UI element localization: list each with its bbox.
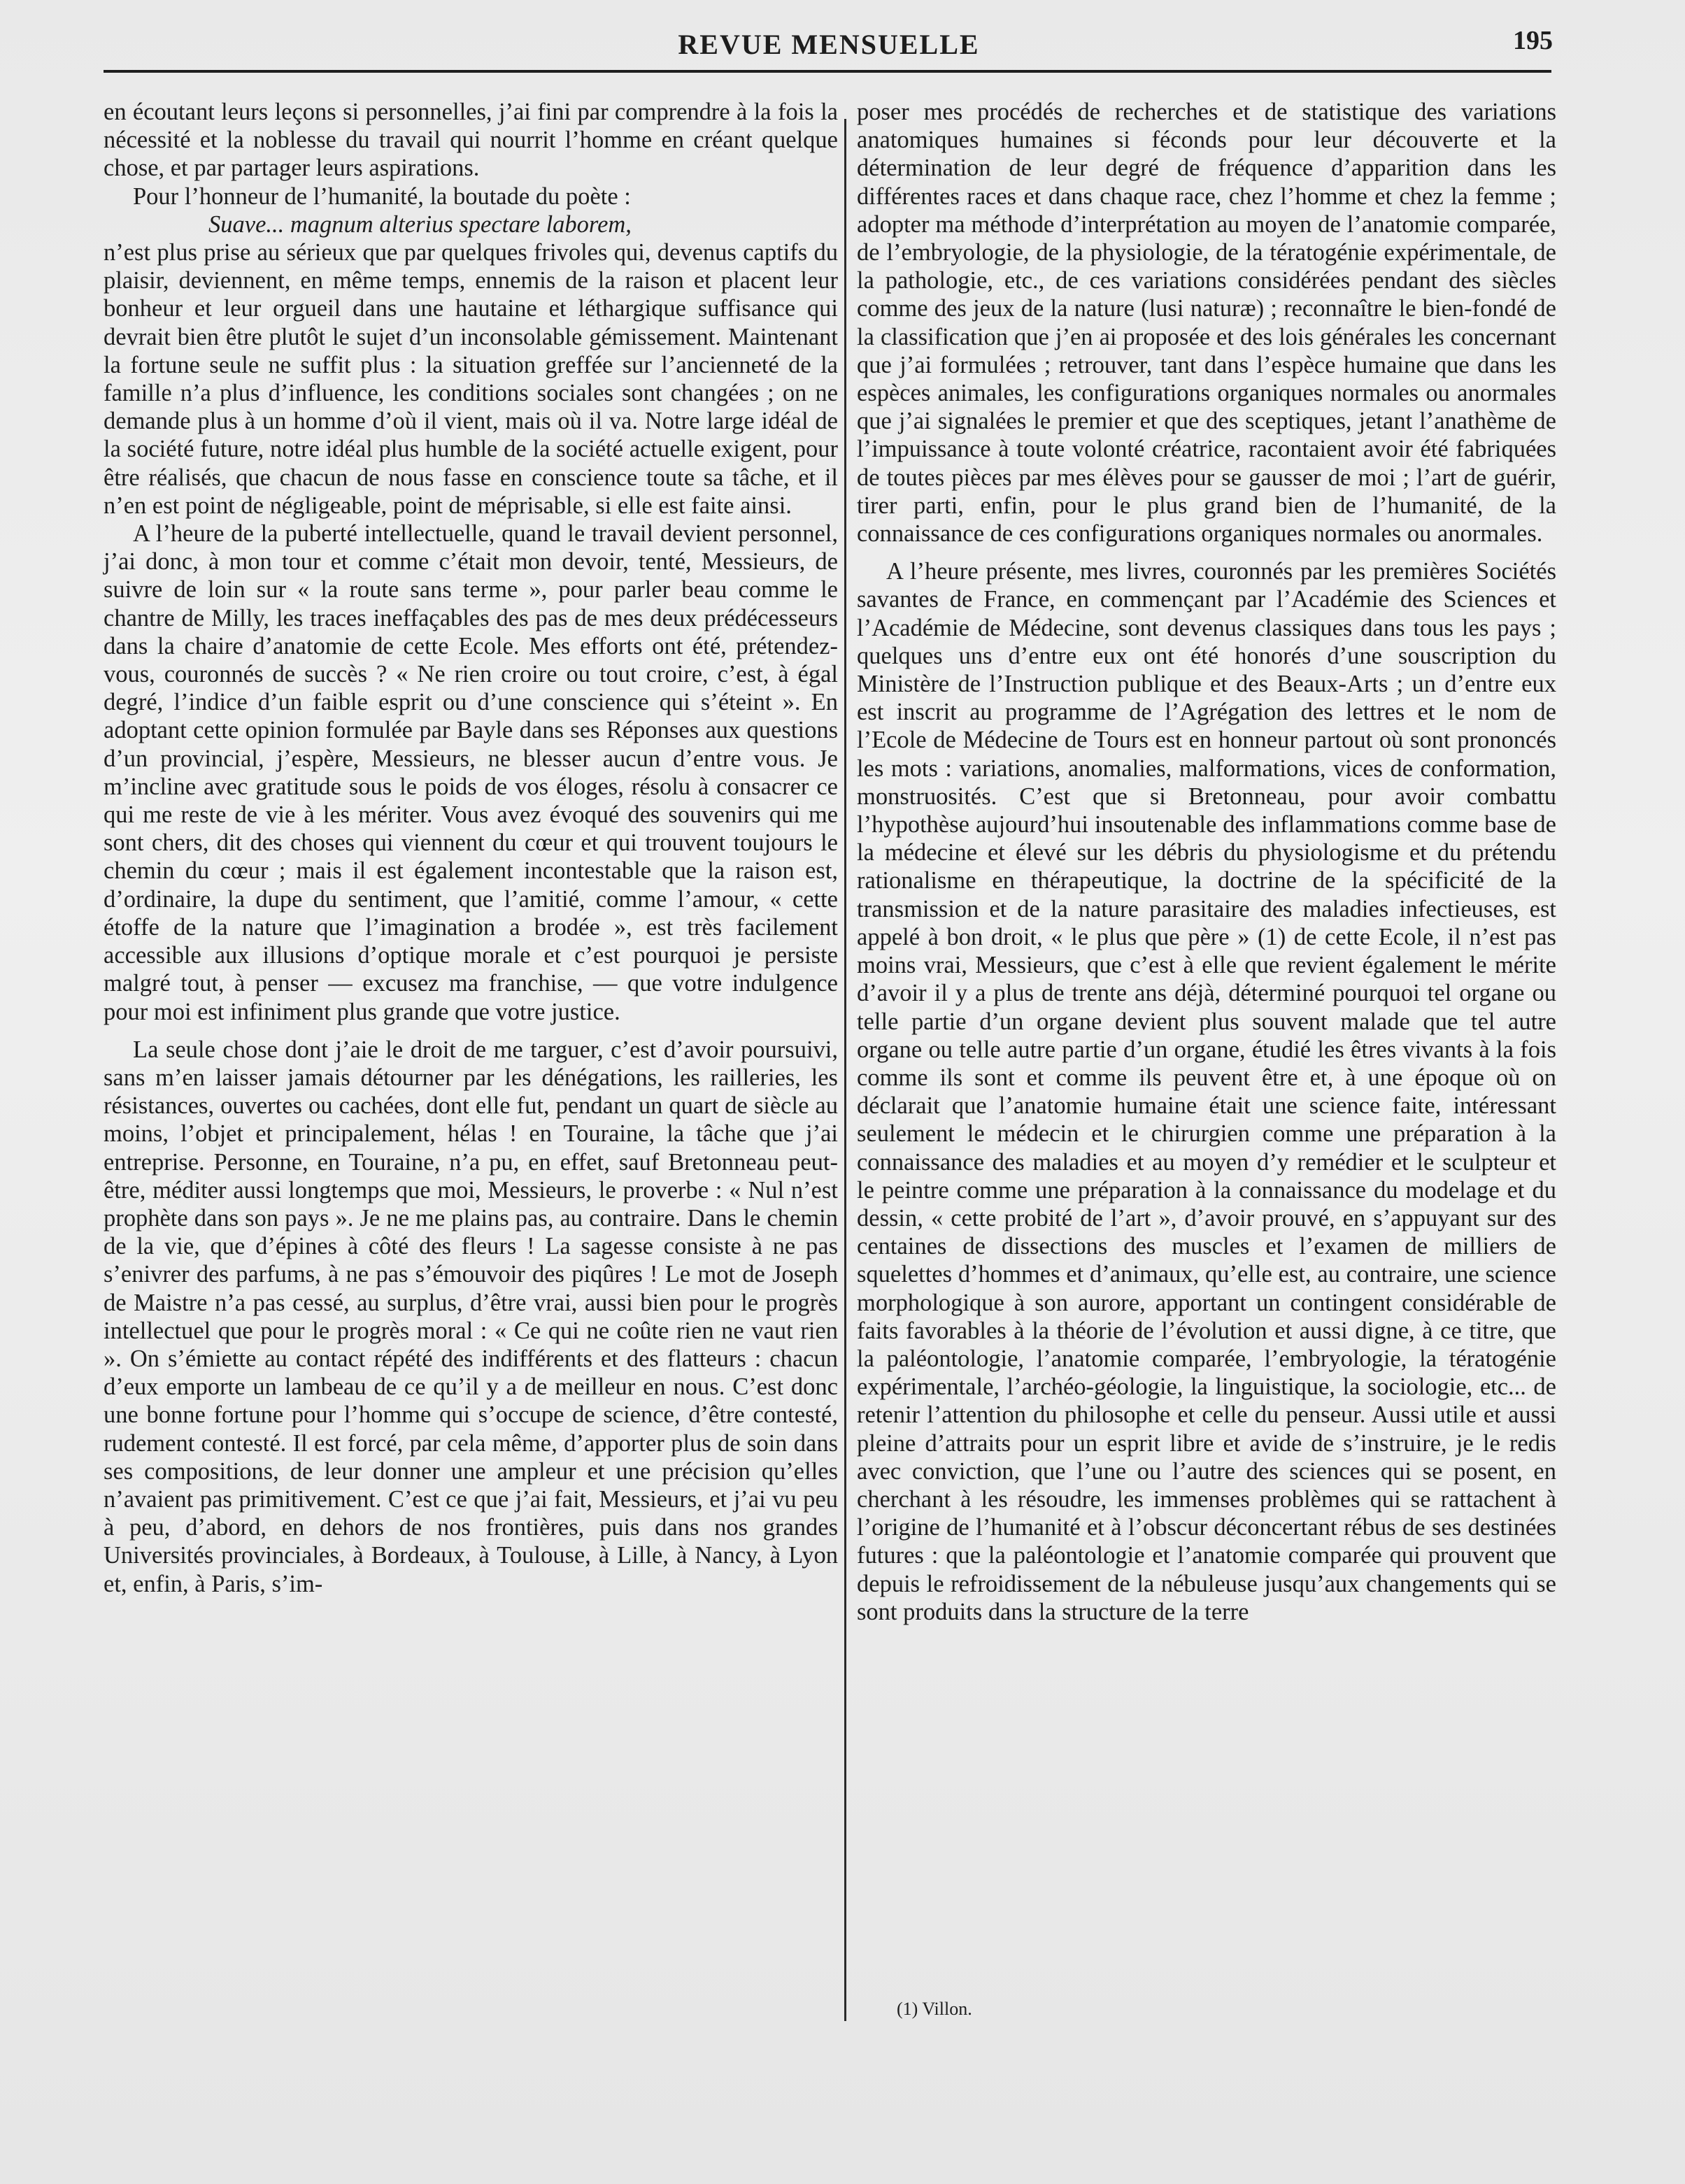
paragraph: en écoutant leurs leçons si personnelles, j’ai fini par comprendre à la fois la nécessité et la noblesse du travail qui nourrit l’homme en créant quelque chose, et par partager leurs aspirations.	[104, 99, 838, 182]
left-column	[104, 98, 838, 1598]
header-rule	[104, 70, 1551, 73]
paragraph: A l’heure de la puberté intellectuelle, quand le travail devient personnel, j’ai donc, à mon tour et comme c’était mon devoir, tenté, Messieurs, de suivre de loin sur « la route sans terme », pour parler beau comme le chantre de Milly, les traces ineffaçables des pas de mes deux prédécesseurs dans la chaire d’anatomie de cette Ecole. Mes efforts ont été, prétendez-vous, couronnés de succès ? « Ne rien croire ou tout croire, c’est, à égal degré, l’indice d’un faible esprit ou d’une conscience qui s’éteint ». En adoptant cette opinion formulée par Bayle dans ses Réponses aux questions d’un provincial, j’espère, Messieurs, ne blesser aucun d’entre vous. Je m’incline avec gratitude sous le poids de vos éloges, résolu à consacrer ce qui me reste de vie à les mériter. Vous avez évoqué des souvenirs qui me sont chers, dit des choses qui viennent du cœur et qui trouvent toujours le chemin du cœur ; mais il est également incontestable que la raison est, d’ordinaire, la dupe du sentiment, que l’amitié, comme l’amour, « cette étoffe de la nature que l’imagination a brodée », est très facilement accessible aux illusions d’optique morale et c’est pourquoi je persiste malgré tout, à penser — excusez ma franchise, — que votre indulgence pour moi est infiniment plus grande que votre justice.	[104, 520, 838, 1025]
verse-quote: Suave... magnum alterius spectare laborem,	[208, 210, 632, 238]
footnote: (1) Villon.	[897, 1999, 972, 2019]
paragraph: La seule chose dont j’aie le droit de me targuer, c’est d’avoir poursuivi, sans m’en laisser jamais détourner par les dénégations, les railleries, les résistances, ouvertes ou cachées, dont elle fut, pendant un quart de siècle au moins, l’objet et principalement, hélas ! en Touraine, la tâche que j’ai entreprise. Personne, en Touraine, n’a pu, en effet, sauf Bretonneau peut-être, méditer aussi longtemps que moi, Messieurs, le proverbe : « Nul n’est prophète dans son pays ». Je ne me plains pas, au contraire. Dans le chemin de la vie, que d’épines à côté des fleurs ! La sagesse consiste à ne pas s’enivrer des parfums, à ne pas s’émouvoir des piqûres ! Le mot de Joseph de Maistre n’a pas cessé, au surplus, d’être vrai, aussi bien pour le progrès intellectuel que pour le progrès moral : « Ce qui ne coûte rien ne vaut rien ». On s’émiette au contact répété des indifférents et des flatteurs : chacun d’eux emporte un lambeau de ce qu’il y a de meilleur en nous. C’est donc une bonne fortune pour l’homme qui s’occupe de science, d’être contesté, rudement contesté. Il est forcé, par cela même, d’apporter plus de soin dans ses compositions, de leur donner une ampleur et une précision qu’elles n’avaient pas primitivement. C’est ce que j’ai fait, Messieurs, et j’ai vu peu à peu, d’abord, en dehors de nos frontières, puis dans nos grandes Universités provinciales, à Bordeaux, à Toulouse, à Lille, à Nancy, à Lyon et, enfin, à Paris, s’im-	[104, 1036, 838, 1597]
page-header	[105, 28, 1553, 70]
page-number: 195	[1513, 26, 1553, 55]
paragraph: poser mes procédés de recherches et de statistique des variations anatomiques humaines si féconds pour leur découverte et la détermination de leur degré de fréquence d’apparition dans les différentes races et dans chaque race, chez l’homme et chez la femme ; adopter ma méthode d’interprétation au moyen de l’anatomie comparée, de l’embryologie, de la physiologie, de la tératogénie expérimentale, de la pathologie, etc., de ces variations considérées pendant des siècles comme des jeux de la nature (lusi naturæ) ; reconnaître le bien-fondé de la classification que j’en ai proposée et des lois générales les concernant que j’ai formulées ; retrouver, tant dans l’espèce humaine que dans les espèces animales, les configurations organiques normales ou anormales que j’ai signalées le premier et que des sceptiques, jetant l’anathème de l’impuissance à toute volonté créatrice, racontaient avoir été fabriquées de toutes pièces par mes élèves pour se gausser de moi ; l’art de guérir, tirer parti, enfin, pour le plus grand bien de l’humanité, de la connaissance de ces configurations organiques normales ou anormales.	[857, 99, 1556, 548]
running-title: REVUE MENSUELLE	[678, 29, 980, 60]
paragraph: A l’heure présente, mes livres, couronnés par les premières Sociétés savantes de France, en commençant par l’Académie des Sciences et l’Académie de Médecine, sont devenus classiques dans tous les pays ; quelques uns d’entre eux ont été honorés d’une souscription du Ministère de l’Instruction publique et des Beaux-Arts ; un d’entre eux est inscrit au programme de l’Agrégation des lettres et le nom de l’Ecole de Médecine de Tours est en honneur partout où sont prononcés les mots : variations, anomalies, malformations, vices de conformation, monstruosités. C’est que si Bretonneau, pour avoir combattu l’hypothèse aujourd’hui insoutenable des inflammations comme base de la médecine et élevé sur les débris du physiologisme et du prétendu rationalisme en thérapeutique, la doctrine de la spécificité de la transmission et de la nature parasitaire des maladies infectieuses, est appelé à bon droit, « le plus que père » (1) de cette Ecole, il n’est pas moins vrai, Messieurs, que c’est à elle que revient également le mérite d’avoir il y a plus de trente ans déjà, déterminé pourquoi tel organe ou telle partie d’un organe devient plus souvent malade que tel autre organe ou telle autre partie d’un organe, étudié les êtres vivants à la fois comme ils sont et comme ils peuvent être et, à une époque où on déclarait que l’anatomie humaine était une science faite, intéressant seulement le médecin et le chirurgien comme une préparation à la connaissance des maladies et au moyen d’y remédier et le sculpteur et le peintre comme une préparation à la connaissance du modelage et du dessin, « cette probité de l’art », d’avoir prouvé, en s’appuyant sur des centaines de dissections des muscles et l’examen de milliers de squelettes d’hommes et d’animaux, qu’elle est, au contraire, une science morphologique à son aurore, apportant un contingent considérable de faits favorables à la théorie de l’évolution et aussi digne, à ce titre, que la paléontologie, l’anatomie comparée, l’embryologie, la tératogénie expérimentale, l’archéo-géologie, la linguistique, la sociologie, etc... de retenir l’attention du philosophe et celle du penseur. Aussi utile et aussi pleine d’attraits pour un esprit libre et avide de s’instruire, je le redis avec conviction, que l’une ou l’autre des sciences qui se posent, en cherchant à les résoudre, les immenses problèmes qui se rattachent à l’origine de l’humanité et à l’obscur déconcertant rébus de ses destinées futures : que la paléontologie et l’anatomie comparée qui prouvent que depuis le refroidissement de la nébuleuse jusqu’aux changements qui se sont produits dans la structure de la terre	[857, 558, 1556, 1625]
paragraph: n’est plus prise au sérieux que par quelques frivoles qui, devenus captifs du plaisir, deviennent, en même temps, ennemis de la raison et placent leur bonheur et leur orgueil dans une hautaine et léthargique suffisance qui devrait bien être plutôt le sujet d’un inconsolable gémissement. Maintenant la fortune seule ne suffit plus : la situation greffée sur l’ancienneté de la famille n’a plus d’influence, les conditions sociales sont changées ; on ne demande plus à un homme d’où il vient, mais où il va. Notre large idéal de la société future, notre idéal plus humble de la société actuelle exigent, pour être réalisés, que chacun de nous fasse en conscience toute sa tâche, et il n’en est point de négligeable, point de méprisable, si elle est faite ainsi.	[104, 239, 838, 519]
column-divider	[844, 119, 846, 2021]
right-column	[857, 98, 1556, 1626]
paragraph: Pour l’honneur de l’humanité, la boutade du poète :	[133, 183, 631, 210]
